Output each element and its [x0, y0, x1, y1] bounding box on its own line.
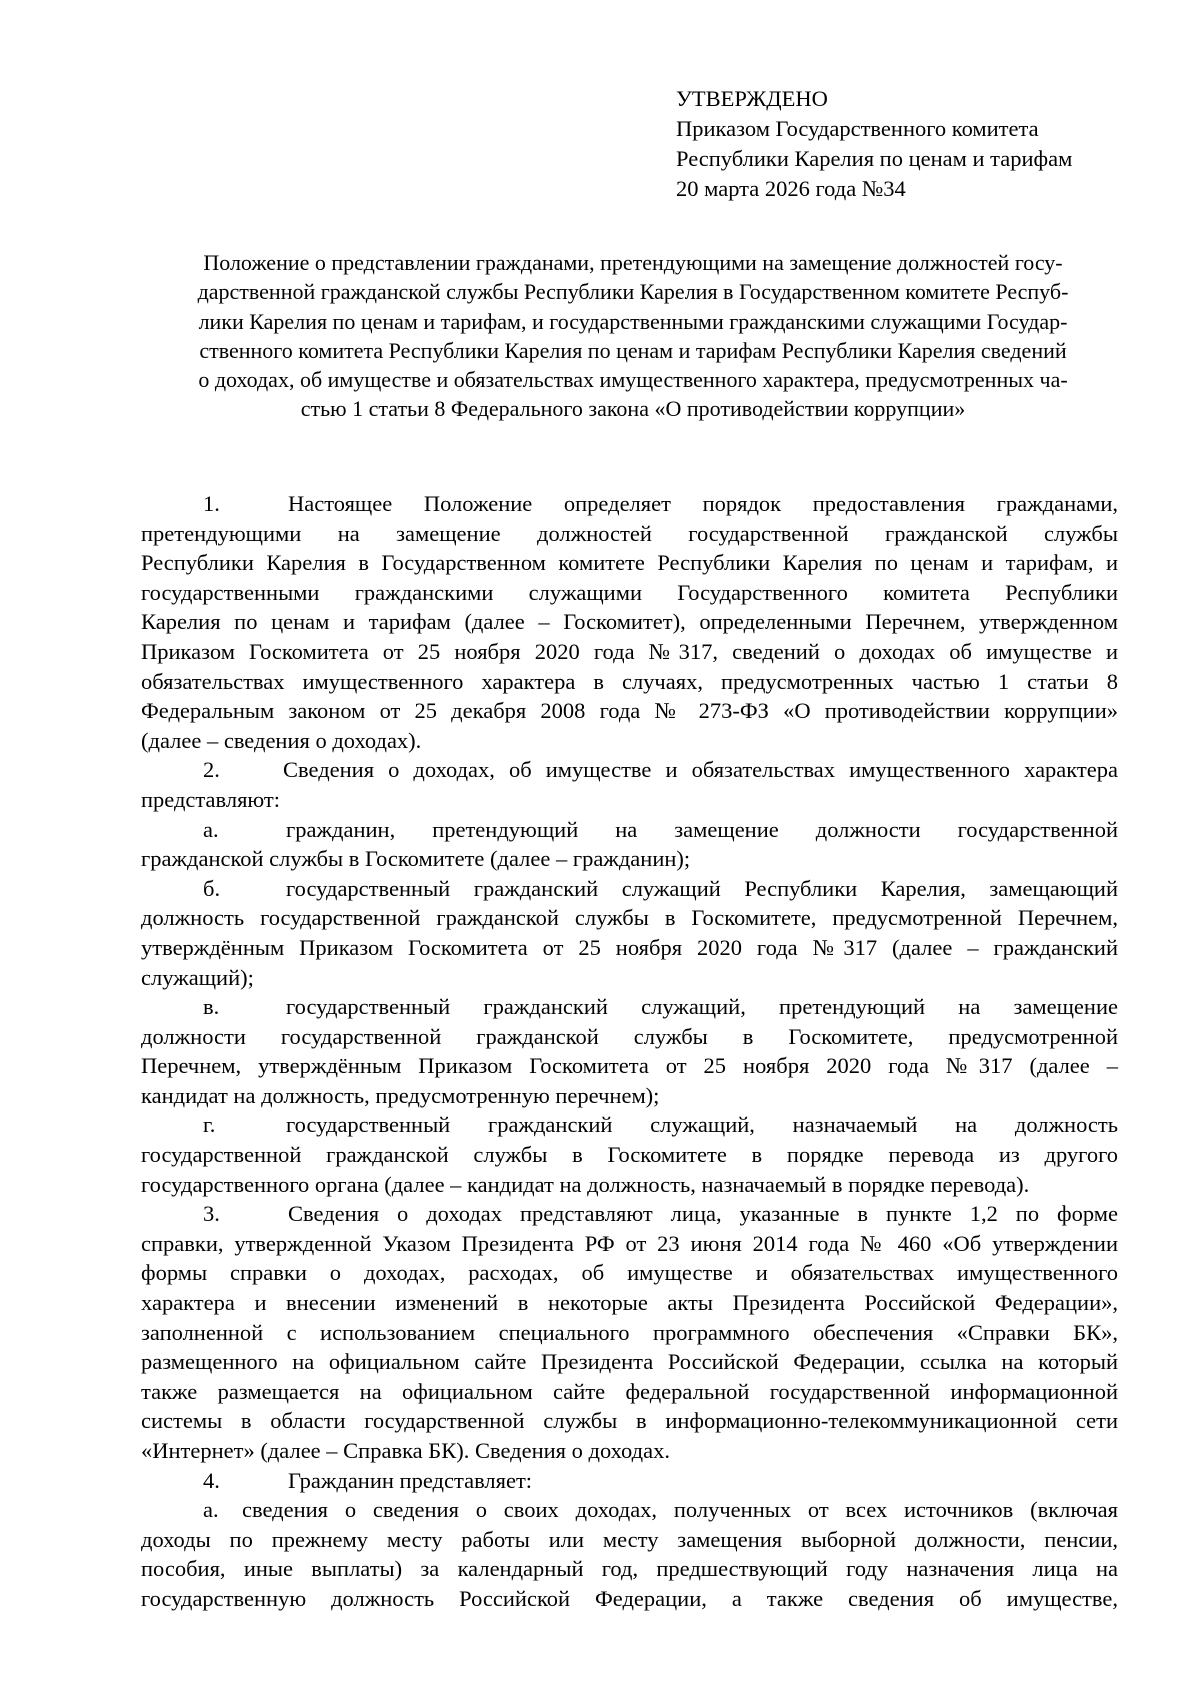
clause-1-line: Приказом Госкомитета от 25 ноября 2020 года №317, сведений о доходах об имуществе и — [141, 638, 1118, 664]
subclause-v-line: Перечнем, утверждённым Приказом Госкомитета от 25 ноября 2020 года №317 (далее – — [141, 1053, 1118, 1079]
subclause-v-line: в. государственный гражданский служащий, претендующий на замещение — [141, 992, 1118, 1022]
clause-4-line: 4. Гражданин представляет: — [141, 1466, 1118, 1496]
clause-1-line: обязательствах имущественного характера в случаях, предусмотренных частью 1 статьи 8 — [141, 668, 1118, 694]
clause-2-line: 2. Сведения о доходах, об имуществе и обязательствах имущественного характера — [141, 755, 1118, 785]
subclause-4a-line: пособия, иные выплаты) за календарный год, предшествующий году назначения лица на — [141, 1556, 1118, 1582]
subclause-4a-line: государственную должность Российской Федерации, а также сведения об имуществе, — [141, 1585, 1118, 1611]
clause-number: 4. — [203, 1467, 220, 1493]
clause-number: 2. — [203, 757, 220, 783]
clause-3-line: также размещается на официальном сайте федеральной государственной информационной — [141, 1378, 1118, 1404]
subclause-v-line: кандидат на должность, предусмотренную перечнем); — [141, 1082, 660, 1108]
subclause-letter: б. — [203, 875, 221, 901]
clause-3-line: справки, утвержденной Указом Президента РФ от 23 июня 2014 года № 460 «Об утверждении — [141, 1230, 1118, 1256]
clause-1-line: претендующими на замещение должностей государственной гражданской службы — [141, 520, 1118, 546]
title-line: лики Карелия по ценам и тарифам, и государственными гражданскими служащими Государ- — [198, 308, 1068, 334]
title-line: Положение о представлении гражданами, претендующими на замещение должностей госу- — [203, 250, 1063, 275]
title-line: о доходах, об имуществе и обязательствах имущественного характера, предусмотренных ча- — [198, 367, 1068, 393]
clause-3-line: 3. Сведения о доходах представляют лица, указанные в пункте 1,2 по форме — [141, 1199, 1118, 1229]
approval-order-line: Приказом Государственного комитета — [676, 116, 1039, 141]
clause-1-line: (далее – сведения о доходах). — [141, 727, 422, 753]
clause-number: 1. — [203, 491, 220, 516]
approval-date-line: 20 марта 2026 года №34 — [676, 176, 906, 201]
approval-committee-line: Республики Карелия по ценам и тарифам — [676, 146, 1073, 171]
title-line: ственного комитета Республики Карелия по ценам и тарифам Республики Карелия сведений — [199, 337, 1067, 363]
subclause-letter: в. — [203, 994, 220, 1020]
document-body — [141, 489, 1118, 1614]
subclause-g-line: государственной гражданской службы в Госкомитете в порядке перевода из другого — [141, 1142, 1118, 1168]
subclause-letter: а. — [203, 1497, 219, 1523]
clause-1-line: Республики Карелия в Государственном комитете Республики Карелия по ценам и тарифам, и — [141, 550, 1118, 576]
approval-block — [676, 84, 1176, 204]
subclause-g-line: государственного органа (далее – кандидат на должность, назначаемый в порядке перевода). — [141, 1171, 1030, 1197]
subclause-b-line: должность государственной гражданской службы в Госкомитете, предусмотренной Перечнем, — [141, 905, 1118, 931]
subclause-a-line: гражданской службы в Госкомитете (далее – гражданин); — [141, 846, 691, 872]
subclause-letter: г. — [203, 1112, 216, 1138]
clause-3-line: формы справки о доходах, расходах, об имуществе и обязательствах имущественного — [141, 1260, 1118, 1286]
subclause-4a-line: доходы по прежнему месту работы или месту замещения выборной должности, пенсии, — [141, 1526, 1118, 1552]
clause-3-line: размещенного на официальном сайте Президента Российской Федерации, ссылка на который — [141, 1349, 1118, 1375]
clause-3-line: «Интернет» (далее – Справка БК). Сведения о доходах. — [141, 1438, 670, 1463]
subclause-a-line: а. гражданин, претендующий на замещение должности государственной — [141, 815, 1118, 845]
document-title — [140, 248, 1126, 424]
clause-2-line: представляют: — [141, 786, 281, 812]
subclause-letter: а. — [203, 816, 219, 842]
clause-1-line: Федеральным законом от 25 декабря 2008 года № 273-ФЗ «О противодействии коррупции» — [141, 698, 1118, 724]
approval-heading: УТВЕРЖДЕНО — [676, 86, 828, 111]
subclause-b-line: утверждённым Приказом Госкомитета от 25 ноября 2020 года №317 (далее – гражданский — [141, 934, 1118, 960]
clause-3-line: заполненной с использованием специального программного обеспечения «Справки БК», — [141, 1319, 1118, 1345]
clause-1-line: 1. Настоящее Положение определяет порядок предоставления гражданами, — [141, 489, 1118, 519]
clause-1-line: государственными гражданскими служащими Государственного комитета Республики — [141, 579, 1118, 605]
title-line: дарственной гражданской службы Республики Карелия в Государственном комитете Респуб- — [197, 279, 1069, 305]
subclause-g-line: г. государственный гражданский служащий, назначаемый на должность — [141, 1110, 1118, 1140]
subclause-b-line: служащий); — [141, 964, 254, 990]
title-line: стью 1 статьи 8 Федерального закона «О противодействии коррупции» — [300, 396, 966, 422]
clause-3-line: системы в области государственной службы в информационно-телекоммуникационной сети — [141, 1408, 1118, 1434]
subclause-v-line: должности государственной гражданской службы в Госкомитете, предусмотренной — [141, 1023, 1118, 1049]
subclause-b-line: б. государственный гражданский служащий Республики Карелия, замещающий — [141, 874, 1118, 904]
clause-1-line: Карелия по ценам и тарифам (далее – Госкомитет), определенными Перечнем, утвержденном — [141, 609, 1118, 635]
clause-number: 3. — [203, 1201, 220, 1227]
subclause-4a-line: а. сведения о сведения о своих доходах, полученных от всех источников (включая — [141, 1495, 1118, 1525]
clause-3-line: характера и внесении изменений в некоторые акты Президента Российской Федерации», — [141, 1290, 1118, 1316]
